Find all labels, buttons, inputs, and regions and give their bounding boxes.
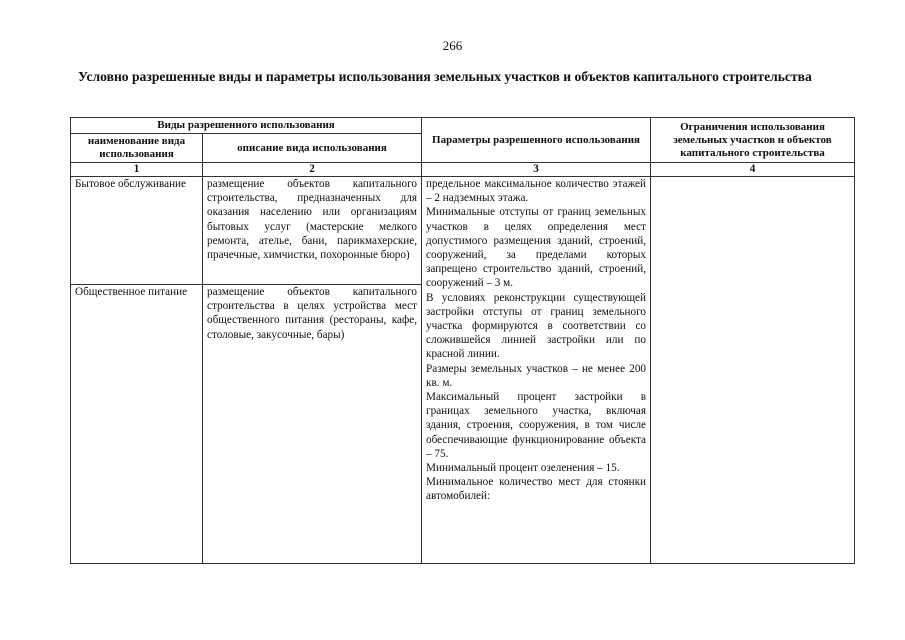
parameter-paragraph: Минимальный процент озеленения – 15.	[426, 462, 620, 475]
usage-description-cell: размещение объектов капитального строительства, предназначенных для оказания населению или организациям бытовых услуг (мастерские мелкого ремонта, ателье, бани, парикмахерские, прачечные, химчистки, похоронные бюро)	[203, 177, 422, 285]
usage-name-cell: Общественное питание	[71, 285, 203, 564]
column-number: 1	[71, 163, 203, 177]
document-title: Условно разрешенные виды и параметры использования земельных участков и объектов капитального строительства	[78, 69, 812, 84]
header-parameters: Параметры разрешенного использования	[422, 118, 651, 163]
column-number: 4	[651, 163, 855, 177]
table-header-row-1	[71, 118, 855, 134]
column-number: 3	[422, 163, 651, 177]
header-usage-name: наименование вида использования	[71, 134, 203, 163]
page-number: 266	[442, 38, 463, 53]
header-usage-types: Виды разрешенного использования	[71, 118, 422, 134]
parameter-paragraph: В условиях реконструкции существующей застройки отступы от границ земельного участка формируются в соответствии со сложившейся линией застройки или по красной линии.	[426, 291, 647, 361]
parameter-paragraph: Минимальные отступы от границ земельных участков в целях определения мест допустимого размещения зданий, строений, сооружений, за пределами которых запрещено строительство зданий, строений, сооружений – 3 м.	[426, 206, 647, 290]
header-restrictions: Ограничения использования земельных участков и объектов капитального строительства	[651, 118, 855, 163]
parameters-cell	[422, 177, 651, 564]
column-number-row	[71, 163, 855, 177]
column-number: 2	[203, 163, 422, 177]
parameter-paragraph: предельное максимальное количество этажей – 2 надземных этажа.	[426, 178, 647, 205]
usage-description-cell: размещение объектов капитального строительства в целях устройства мест общественного питания (рестораны, кафе, столовые, закусочные, бары)	[203, 285, 422, 564]
usage-table	[70, 117, 855, 564]
parameter-paragraph: Минимальное количество мест для стоянки автомобилей:	[426, 476, 647, 503]
restrictions-cell	[651, 177, 855, 564]
usage-name-cell: Бытовое обслуживание	[71, 177, 203, 285]
parameter-paragraph: Размеры земельных участков – не менее 200 кв. м.	[426, 362, 647, 389]
parameter-paragraph: Максимальный процент застройки в границах земельного участка, включая здания, строения, сооружения, в том числе обеспечивающие функционирование объекта – 75.	[426, 391, 647, 460]
table-row	[71, 177, 855, 285]
header-usage-description: описание вида использования	[203, 134, 422, 163]
